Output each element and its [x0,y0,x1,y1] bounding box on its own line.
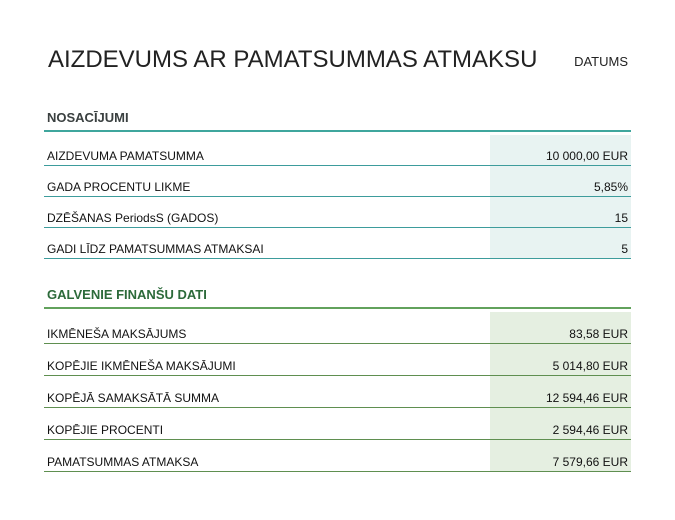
value-cell [490,312,631,343]
table-row [44,440,631,472]
balloon-payment-label: PAMATSUMMAS ATMAKSA [47,455,199,469]
amortization-years-value: 15 [614,211,628,225]
table-row [44,408,631,440]
table-row [44,166,631,197]
value-cell[interactable] [490,166,631,196]
value-cell[interactable] [490,197,631,227]
total-interest-label: KOPĒJIE PROCENTI [47,423,164,437]
value-cell [490,408,631,439]
monthly-payment-value: 83,58 EUR [569,327,628,341]
page-title: AIZDEVUMS AR PAMATSUMMAS ATMAKSU [48,46,538,73]
monthly-payment-label: IKMĒNEŠA MAKSĀJUMS [47,327,187,341]
years-to-balloon-value: 5 [621,242,628,256]
conditions-heading: NOSACĪJUMI [44,110,631,132]
value-cell[interactable] [490,135,631,165]
value-cell[interactable] [490,228,631,258]
annual-rate-label: GADA PROCENTU LIKME [47,180,191,194]
total-monthly-payments-value: 5 014,80 EUR [552,359,628,373]
loan-principal-label: AIZDEVUMA PAMATSUMMA [47,149,204,163]
table-row [44,344,631,376]
table-row [44,376,631,408]
value-cell [490,376,631,407]
loan-principal-value: 10 000,00 EUR [545,149,628,163]
balloon-payment-value: 7 579,66 EUR [552,455,628,469]
table-row [44,228,631,259]
financials-section [44,287,631,472]
total-interest-value: 2 594,46 EUR [552,423,628,437]
total-monthly-payments-label: KOPĒJIE IKMĒNEŠA MAKSĀJUMI [47,359,236,373]
years-to-balloon-label: GADI LĪDZ PAMATSUMMAS ATMAKSAI [47,242,264,256]
table-row [44,312,631,344]
annual-rate-value: 5,85% [593,180,628,194]
amortization-years-label: DZĒŠANAS PeriodsS (GADOS) [47,211,219,225]
total-paid-label: KOPĒJĀ SAMAKSĀTĀ SUMMA [47,391,220,405]
date-label[interactable]: DATUMS [574,54,628,69]
table-row [44,197,631,228]
conditions-section [44,110,631,259]
table-row [44,135,631,166]
financials-heading: GALVENIE FINANŠU DATI [44,287,631,309]
value-cell [490,344,631,375]
total-paid-value: 12 594,46 EUR [545,391,628,405]
value-cell [490,440,631,471]
